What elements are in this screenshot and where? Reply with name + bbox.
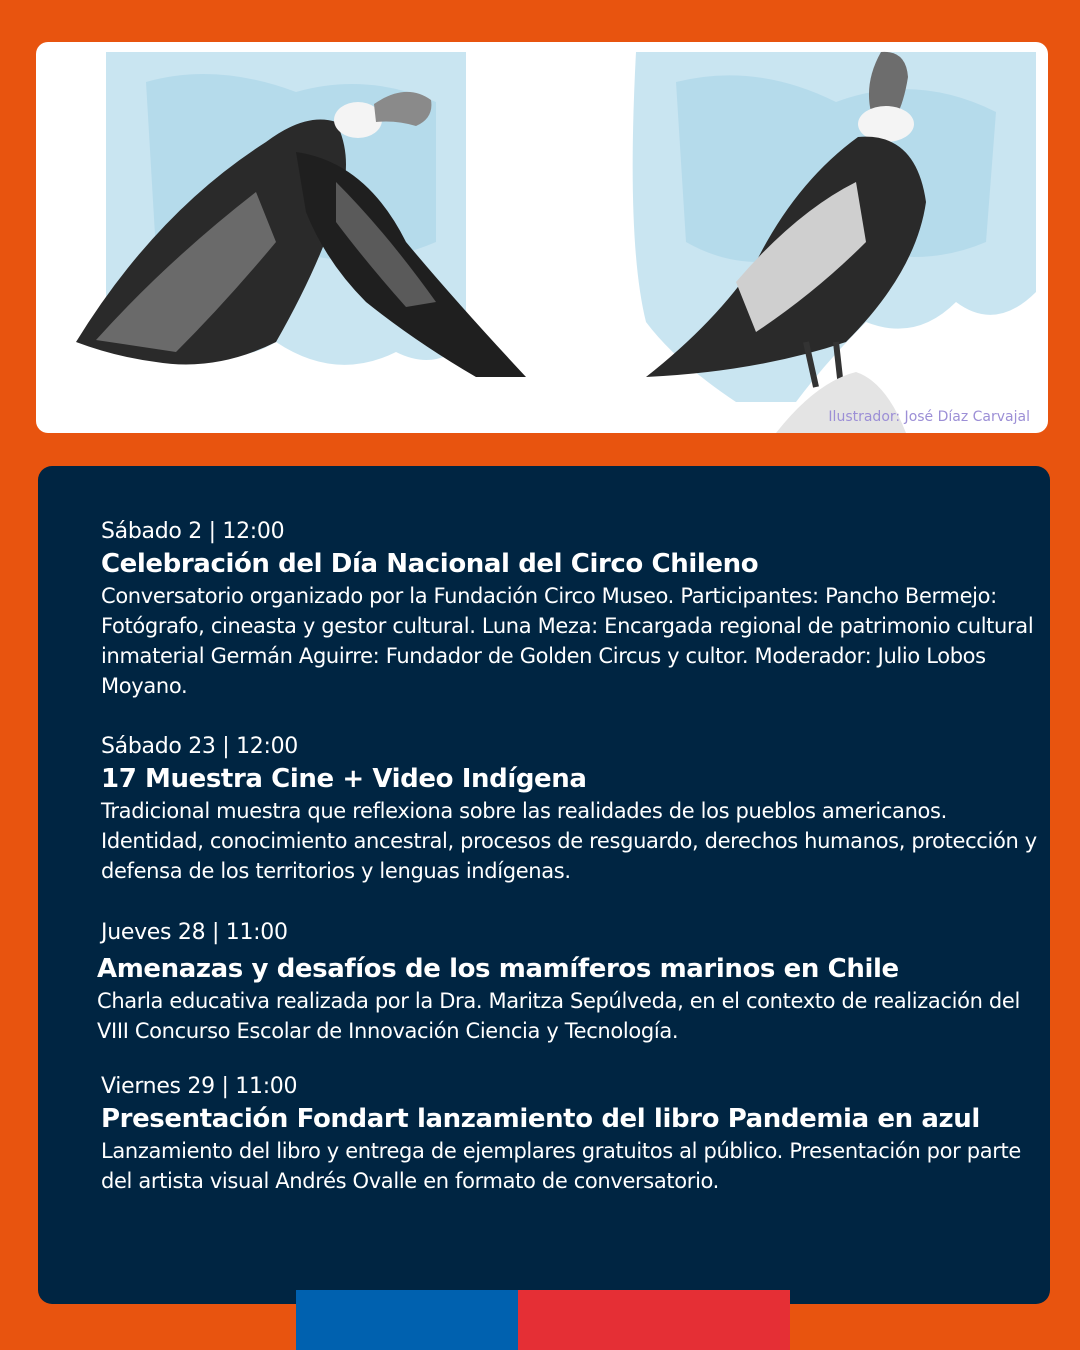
event-date: Viernes 29 | 11:00	[101, 1074, 298, 1099]
illustrator-credit: Ilustrador: José Díaz Carvajal	[828, 409, 1030, 425]
illustration-panel	[36, 42, 1048, 433]
condor-illustration	[36, 42, 1048, 433]
event-item	[97, 918, 1042, 1046]
event-item	[101, 1072, 1046, 1196]
event-title: Presentación Fondart lanzamiento del libro Pandemia en azul	[101, 1104, 980, 1134]
event-title: 17 Muestra Cine + Video Indígena	[101, 764, 587, 794]
flag-stripe-blue	[296, 1290, 518, 1350]
event-date: Sábado 2 | 12:00	[101, 519, 285, 544]
event-description: Lanzamiento del libro y entrega de ejemplares gratuitos al público. Presentación por parte del artista visual Andrés Ovalle en formato de conversatorio.	[101, 1139, 1021, 1193]
event-title: Amenazas y desafíos de los mamíferos marinos en Chile	[97, 954, 899, 984]
events-panel	[38, 466, 1050, 1304]
event-item	[101, 517, 1046, 701]
event-description: Conversatorio organizado por la Fundación Circo Museo. Participantes: Pancho Bermejo: Fotógrafo, cineasta y gestor cultural. Luna Meza: Encargada regional de patrimonio cultural inmaterial Germán Aguirre: Fundador de Golden Circus y cultor. Moderador: Julio Lobos Moyano.	[101, 584, 1034, 698]
event-description: Charla educativa realizada por la Dra. Maritza Sepúlveda, en el contexto de realización del VIII Concurso Escolar de Innovación Ciencia y Tecnología.	[97, 989, 1020, 1043]
event-date: Jueves 28 | 11:00	[101, 920, 288, 945]
event-title: Celebración del Día Nacional del Circo Chileno	[101, 549, 759, 579]
event-date: Sábado 23 | 12:00	[101, 734, 299, 759]
flag-stripe-red	[518, 1290, 790, 1350]
event-description: Tradicional muestra que reflexiona sobre las realidades de los pueblos americanos. Identidad, conocimiento ancestral, procesos de resguardo, derechos humanos, protección y defensa de los territorios y lenguas indígenas.	[101, 799, 1037, 883]
event-item	[101, 732, 1046, 886]
